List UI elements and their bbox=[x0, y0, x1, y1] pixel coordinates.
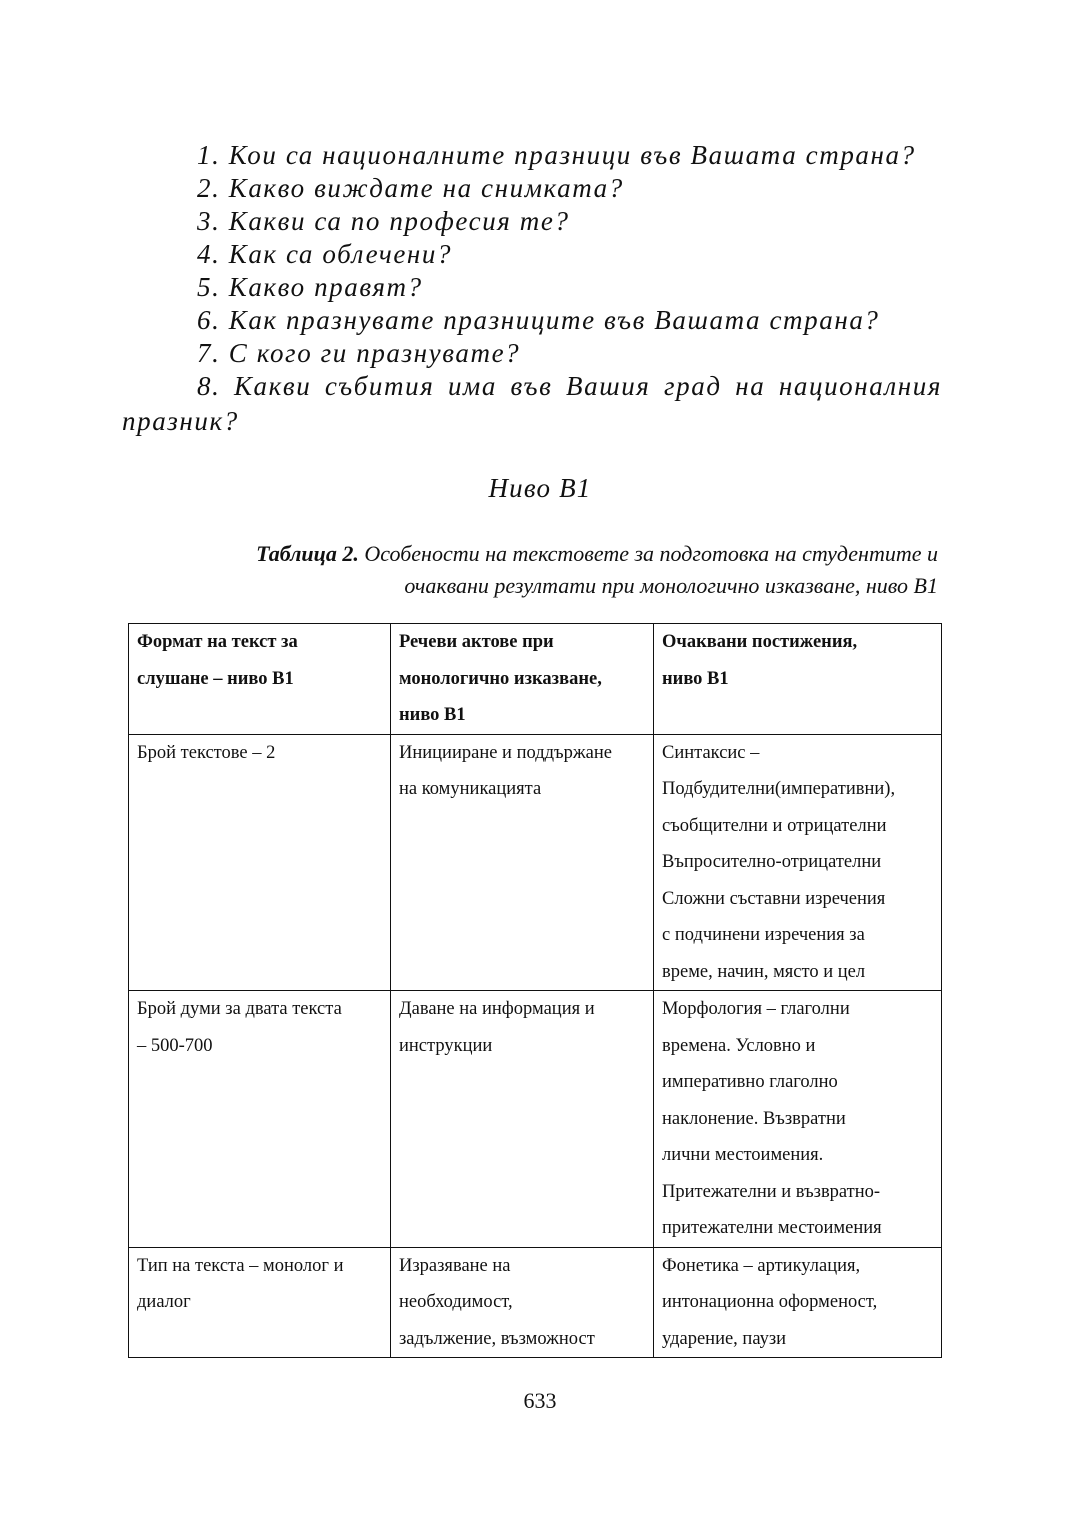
cell-line: Подбудителни(императивни), bbox=[662, 779, 896, 799]
cell-line: Изразяване на bbox=[399, 1255, 511, 1276]
cell-line: – 500-700 bbox=[137, 1035, 213, 1056]
cell-line: необходимост, bbox=[399, 1292, 513, 1312]
question-3: 3. Какви са по професия те? bbox=[197, 206, 570, 236]
table-cell bbox=[654, 991, 942, 1248]
table-cell bbox=[391, 1247, 654, 1358]
header-expected-results bbox=[654, 624, 942, 735]
header-speech-acts bbox=[391, 624, 654, 735]
header-line: ниво B1 bbox=[399, 705, 466, 725]
question-8: 8. Какви събития има във Вашия град на националния bbox=[197, 371, 942, 401]
question-5: 5. Какво правят? bbox=[197, 272, 423, 302]
cell-line: притежателни местоимения bbox=[662, 1218, 882, 1238]
cell-line: Иницииране и поддържане bbox=[399, 742, 612, 763]
table-cell bbox=[129, 1247, 391, 1358]
cell-line: времена. Условно и bbox=[662, 1035, 816, 1056]
cell-line: Сложни съставни изречения bbox=[662, 888, 886, 909]
section-heading: Ниво B1 bbox=[488, 473, 592, 503]
cell-line: ударение, паузи bbox=[662, 1328, 787, 1349]
cell-line: интонационна оформеност, bbox=[662, 1292, 878, 1312]
header-line: монологично изказване, bbox=[399, 668, 602, 689]
table-caption-label: Таблица 2. bbox=[256, 541, 359, 566]
table-cell bbox=[129, 991, 391, 1248]
cell-line: Синтаксис – bbox=[662, 742, 760, 763]
table-caption-line1: Особености на текстовете за подготовка на студентите и bbox=[364, 541, 938, 566]
cell-line: Притежателни и възвратно- bbox=[662, 1181, 881, 1202]
cell-line: Брой текстове – 2 bbox=[137, 742, 276, 763]
table-cell bbox=[391, 734, 654, 991]
table-cell bbox=[129, 734, 391, 991]
page-number: 633 bbox=[523, 1388, 557, 1413]
cell-line: диалог bbox=[137, 1292, 191, 1312]
header-line: слушане – ниво B1 bbox=[137, 668, 294, 689]
table-cell bbox=[654, 734, 942, 991]
table-row bbox=[129, 1247, 942, 1358]
question-2: 2. Какво виждате на снимката? bbox=[197, 173, 624, 203]
question-6: 6. Как празнувате празниците във Вашата страна? bbox=[197, 305, 880, 335]
cell-line: Даване на информация и bbox=[399, 999, 595, 1019]
cell-line: съобщителни и отрицателни bbox=[662, 815, 887, 836]
cell-line: наклонение. Възвратни bbox=[662, 1108, 846, 1129]
table-row bbox=[129, 734, 942, 991]
header-text-format bbox=[129, 624, 391, 735]
cell-line: лични местоимения. bbox=[662, 1145, 824, 1165]
cell-line: Фонетика – артикулация, bbox=[662, 1255, 861, 1276]
table-cell bbox=[654, 1247, 942, 1358]
question-1: 1. Кои са националните празници във Вашата страна? bbox=[197, 140, 916, 170]
cell-line: време, начин, място и цел bbox=[662, 961, 866, 982]
cell-line: на комуникацията bbox=[399, 779, 542, 799]
question-8-continuation: празник? bbox=[122, 406, 239, 436]
table-header-row bbox=[129, 624, 942, 735]
header-line: Речеви актове при bbox=[399, 632, 554, 652]
cell-line: императивно глаголно bbox=[662, 1072, 838, 1092]
question-7: 7. С кого ги празнувате? bbox=[197, 338, 521, 368]
cell-line: Брой думи за двата текста bbox=[137, 999, 342, 1019]
header-line: ниво B1 bbox=[662, 668, 729, 689]
table-caption bbox=[118, 538, 938, 602]
cell-line: Въпросително-отрицателни bbox=[662, 852, 882, 872]
table-caption-line2: очаквани резултати при монологично изказване, ниво B1 bbox=[404, 573, 938, 598]
header-line: Очаквани постижения, bbox=[662, 632, 858, 652]
cell-line: с подчинени изречения за bbox=[662, 925, 865, 945]
cell-line: Морфология – глаголни bbox=[662, 999, 850, 1019]
cell-line: Тип на текста – монолог и bbox=[137, 1255, 344, 1276]
header-line: Формат на текст за bbox=[137, 632, 298, 652]
table-cell bbox=[391, 991, 654, 1248]
table-row bbox=[129, 991, 942, 1248]
cell-line: задължение, възможност bbox=[399, 1328, 595, 1349]
requirements-table bbox=[128, 623, 942, 1358]
cell-line: инструкции bbox=[399, 1035, 493, 1056]
question-4: 4. Как са облечени? bbox=[197, 239, 453, 269]
